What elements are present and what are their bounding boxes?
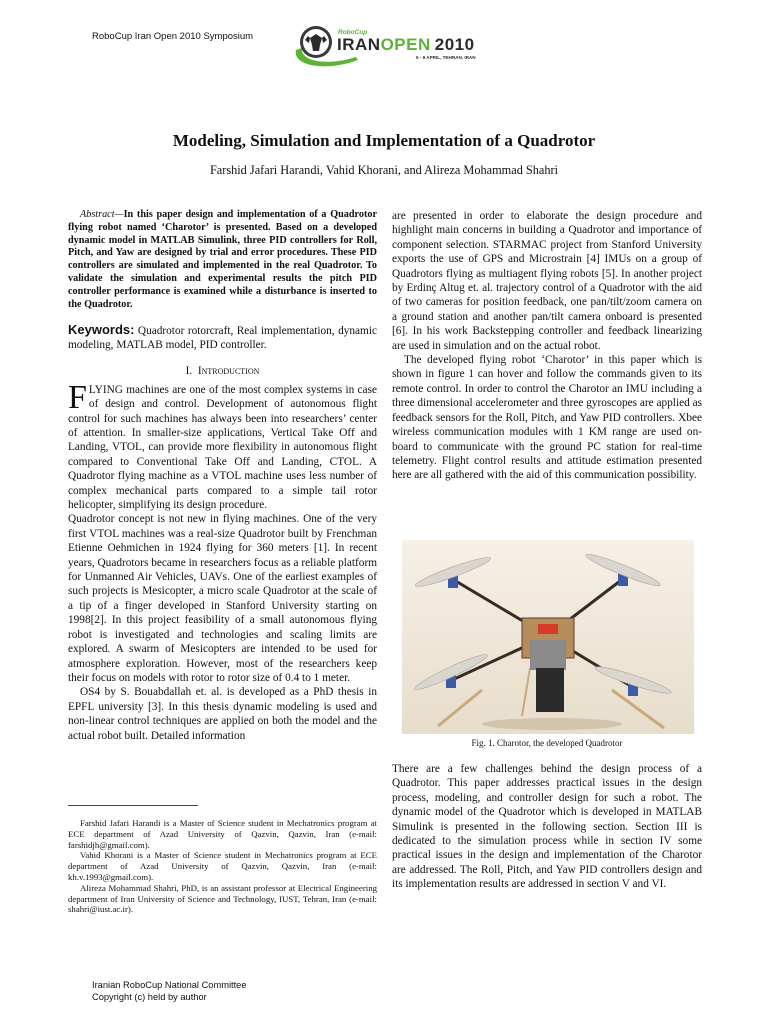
right-column — [392, 209, 702, 483]
keywords — [68, 323, 377, 352]
abstract-text: In this paper design and implementation of a Quadrotor flying robot named ‘Charotor’ is presented. Based on a developed dynamic model in MATLAB Simulink, three PID controllers for Roll, Pitch, and Yaw are designed by trial and error procedures. These PID controllers are simulated and implemented in the real Quadrotor. To validate the simulation and experimental results the pitch PID controller performance is examined while a disturbance is inserted to the Quadrotor. — [68, 209, 377, 310]
drop-cap: F — [68, 378, 87, 416]
footnote-rule — [68, 805, 198, 806]
intro-paragraph-3: OS4 by S. Bouabdallah et. al. is developed as a PhD thesis in EPFL university [3]. In this thesis dynamic modeling is used and non-linear control techniques are applied on both the model and the actual robot built. Detailed information — [68, 686, 377, 742]
left-column — [68, 209, 377, 743]
intro-paragraph-3-continued: are presented in order to elaborate the design procedure and highlight main concerns in building a Quadrotor and importance of component selection. STARMAC project from Stanford University exports the use of GPS and Microstrain [4] IMUs on a group of Quadrotors flying as multiagent flying robots [5]. In another project by Erdinç Altug et. al. trajectory control of a Quadrotor with the aid of two cameras for position feedback, one pan/tilt/zoom camera on a ground station and another pan/tilt camera onboard is presented [6]. In his work Backstepping controller and feedback linearizing are used in simulation and on the actual robot. — [392, 210, 702, 352]
right-column-lower — [392, 762, 702, 892]
keywords-text: Quadrotor rotorcraft, Real implementation, dynamic modeling, MATLAB model, PID controller. — [68, 325, 377, 352]
intro-paragraph-1-text: LYING machines are one of the most complex systems in case of design and control. Development of autonomous flight control for such machines has always been into researchers’ center of attention. In smaller-size applications, Vertical Take Off and Landing, VTOL, can provide more flexibility in autonomous flight compared to Conventional Take Off and Landing, CTOL. A Quadrotor flying machine as a VTOL machine uses less number of complex mechanical parts compared to a simple tail rotor helicopter, simplifying its design procedure. — [68, 383, 377, 512]
footer-copyright: Copyright (c) held by author — [92, 992, 207, 1002]
footnotes — [68, 818, 377, 915]
abstract-label: Abstract— — [80, 209, 124, 220]
iranopen-logo — [286, 14, 486, 70]
paper-authors: Farshid Jafari Harandi, Vahid Khorani, and Alireza Mohammad Shahri — [209, 163, 559, 177]
footnote-2: Vahid Khorani is a Master of Science student in Mechatronics program at ECE department of Azad University of Qazvin, Qazvin, Iran (e-mail: kh.v.1993@gmail.com). — [68, 850, 377, 882]
intro-paragraph-4: The developed flying robot ‘Charotor’ in this paper which is shown in figure 1 can hover and follow the commands given to its remote control. In order to control the Charotor an IMU including a three dimensional accelerometer and three gyroscopes are applied as feedback sensors for the Roll, Pitch, and Yaw PID controllers. Xbee wireless communication modules with 1 KM range are used on-board to communicate with the ground PC station for real-time telemetry. Flight control results and attitude estimation presented here are all gathered with the aid of this communication possibility. — [392, 354, 702, 482]
symposium-header: RoboCup Iran Open 2010 Symposium — [92, 31, 254, 42]
logo-open-text: OPEN — [380, 35, 431, 54]
section-numeral: I. — [185, 365, 193, 378]
intro-paragraph-5: There are a few challenges behind the design process of a Quadrotor. This paper addresses practical issues in the design process, modeling, and controller design for such a robot. The dynamic model of the Quadrotor which is developed in MATLAB Simulink is presented in the following section. Section III is dedicated to the simulation process while in section IV some practical issues in the design and implementation of the Charotor are addressed. The Roll, Pitch, and Yaw PID controllers design and its implementation results are addressed in section V and VI. — [392, 763, 702, 891]
footer-committee: Iranian RoboCup National Committee — [92, 980, 247, 990]
footnote-1: Farshid Jafari Harandi is a Master of Science student in Mechatronics program at ECE department of Azad University of Qazvin, Qazvin, Iran (e-mail: farshidjh@gmail.com). — [68, 818, 377, 850]
figure-caption: Fig. 1. Charotor, the developed Quadrotor — [471, 738, 623, 748]
quadrotor-photo — [402, 540, 694, 734]
paper-title: Modeling, Simulation and Implementation of a Quadrotor — [172, 131, 596, 150]
intro-paragraph-2: Quadrotor concept is not new in flying machines. One of the very first VTOL machines was a real-size Quadrotor built by Frenchman Etienne Oehmichen in 1924 flying for 360 meters [1]. In recent years, Quadrotors became in researchers focus as a reliable platform for Unmanned Air Vehicles, UAVs. One of the earliest examples of such projects is Mesicopter, a micro scale Quadrotor at the scale of a tip of a finger developed in Stanford University starting on 1998[2]. In this project feasibility of a small autonomous flying robot is investigated and technologies and scaling limits are explored. A swarm of Mesicopters are intended to be used for atmosphere exploration. However, most of the researchers keep their focus on models with rotor to rotor size of 0.4 to 1 meter. — [68, 513, 377, 684]
abstract — [68, 209, 377, 311]
logo-robocup-text: RoboCup — [338, 29, 368, 36]
logo-iran-text: IRAN — [337, 35, 381, 54]
svg-text:IRANOPEN2010 — [337, 35, 475, 54]
page-footer — [92, 979, 247, 1003]
section-title: Introduction — [197, 365, 260, 378]
footnote-3: Alireza Mohammad Shahri, PhD, is an assistant professor at Electrical Engineering department of Iran University of Science and Technology, IUST, Tehran, Iran (e-mail: shahri@iust.ac.ir). — [68, 882, 377, 915]
intro-paragraph-1 — [68, 378, 377, 513]
section-heading — [68, 364, 377, 378]
keywords-label: Keywords: — [68, 322, 135, 338]
logo-dates-text: 5 - 9 APRIL, TEHRAN, IRAN — [416, 55, 476, 60]
logo-year-text: 2010 — [434, 35, 475, 54]
